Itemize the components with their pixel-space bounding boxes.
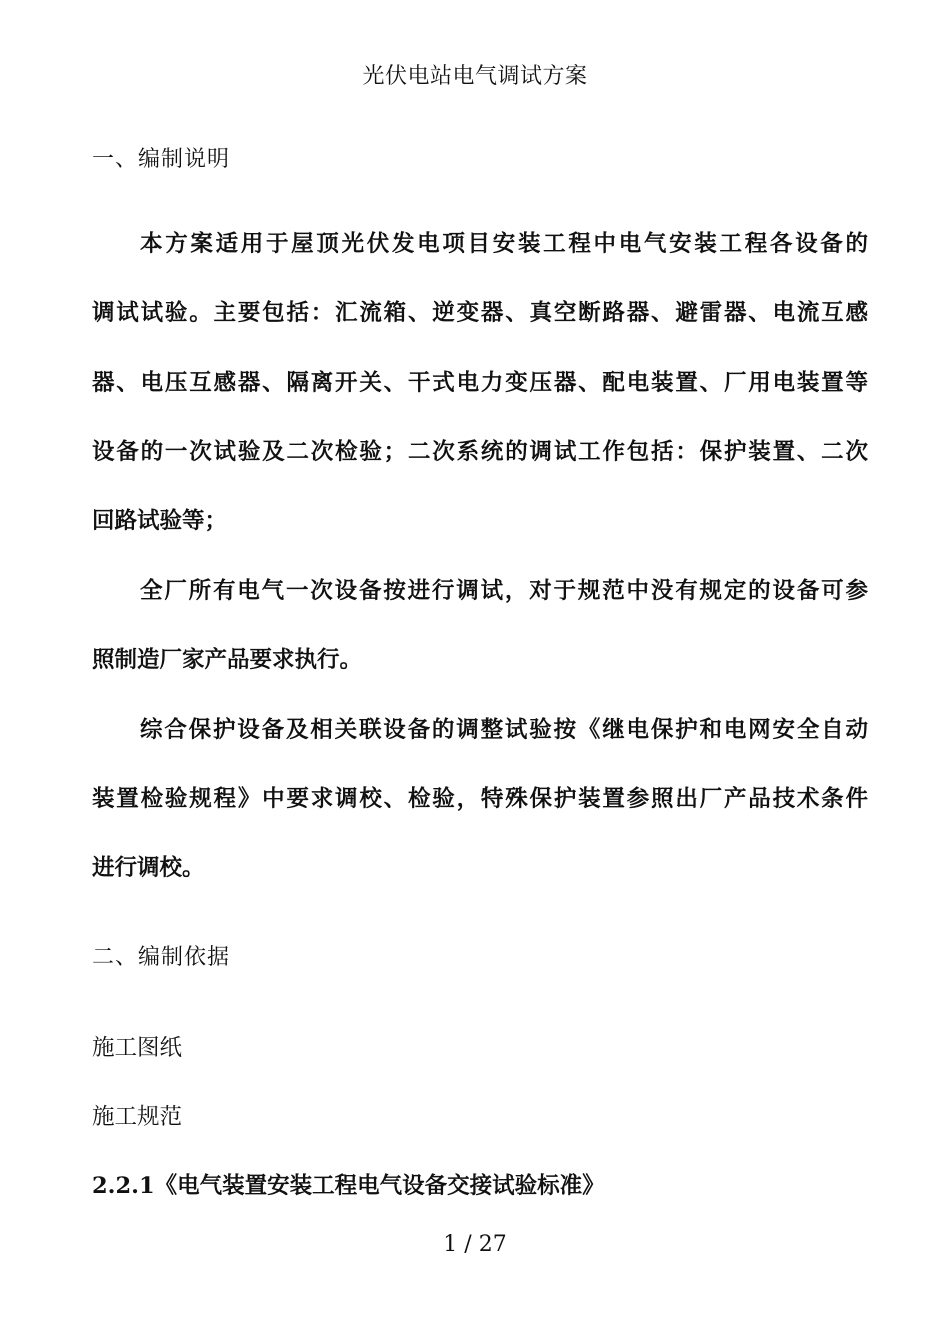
basis-item-specifications: 施工规范: [92, 1104, 183, 1130]
paragraph-line: 装置检验规程》中要求调校、检验，特殊保护装置参照出厂产品技术条件: [92, 786, 868, 812]
paragraph-line: 设备的一次试验及二次检验；二次系统的调试工作包括：保护装置、二次: [92, 439, 868, 465]
document-title: 光伏电站电气调试方案: [362, 64, 588, 89]
paragraph-line: 器、电压互感器、隔离开关、干式电力变压器、配电装置、厂用电装置等: [92, 370, 868, 396]
page-number: 1 / 27: [443, 1232, 507, 1257]
paragraph-line: 回路试验等；: [92, 508, 228, 534]
paragraph-line: 调试试验。主要包括：汇流箱、逆变器、真空断路器、避雷器、电流互感: [92, 300, 868, 326]
paragraph-line: 照制造厂家产品要求执行。: [92, 647, 363, 673]
paragraph-line: 综合保护设备及相关联设备的调整试验按《继电保护和电网安全自动: [140, 717, 868, 743]
basis-item-drawings: 施工图纸: [92, 1035, 183, 1061]
section-heading-1: 一、编制说明: [92, 147, 231, 172]
paragraph-line: 全厂所有电气一次设备按进行调试，对于规范中没有规定的设备可参: [140, 578, 868, 604]
paragraph-line: 本方案适用于屋顶光伏发电项目安装工程中电气安装工程各设备的: [140, 231, 868, 257]
paragraph-line: 进行调校。: [92, 855, 205, 881]
section-heading-2: 二、编制依据: [92, 945, 231, 970]
basis-item-standard: 2.2.1《电气装置安装工程电气设备交接试验标准》: [92, 1173, 605, 1199]
